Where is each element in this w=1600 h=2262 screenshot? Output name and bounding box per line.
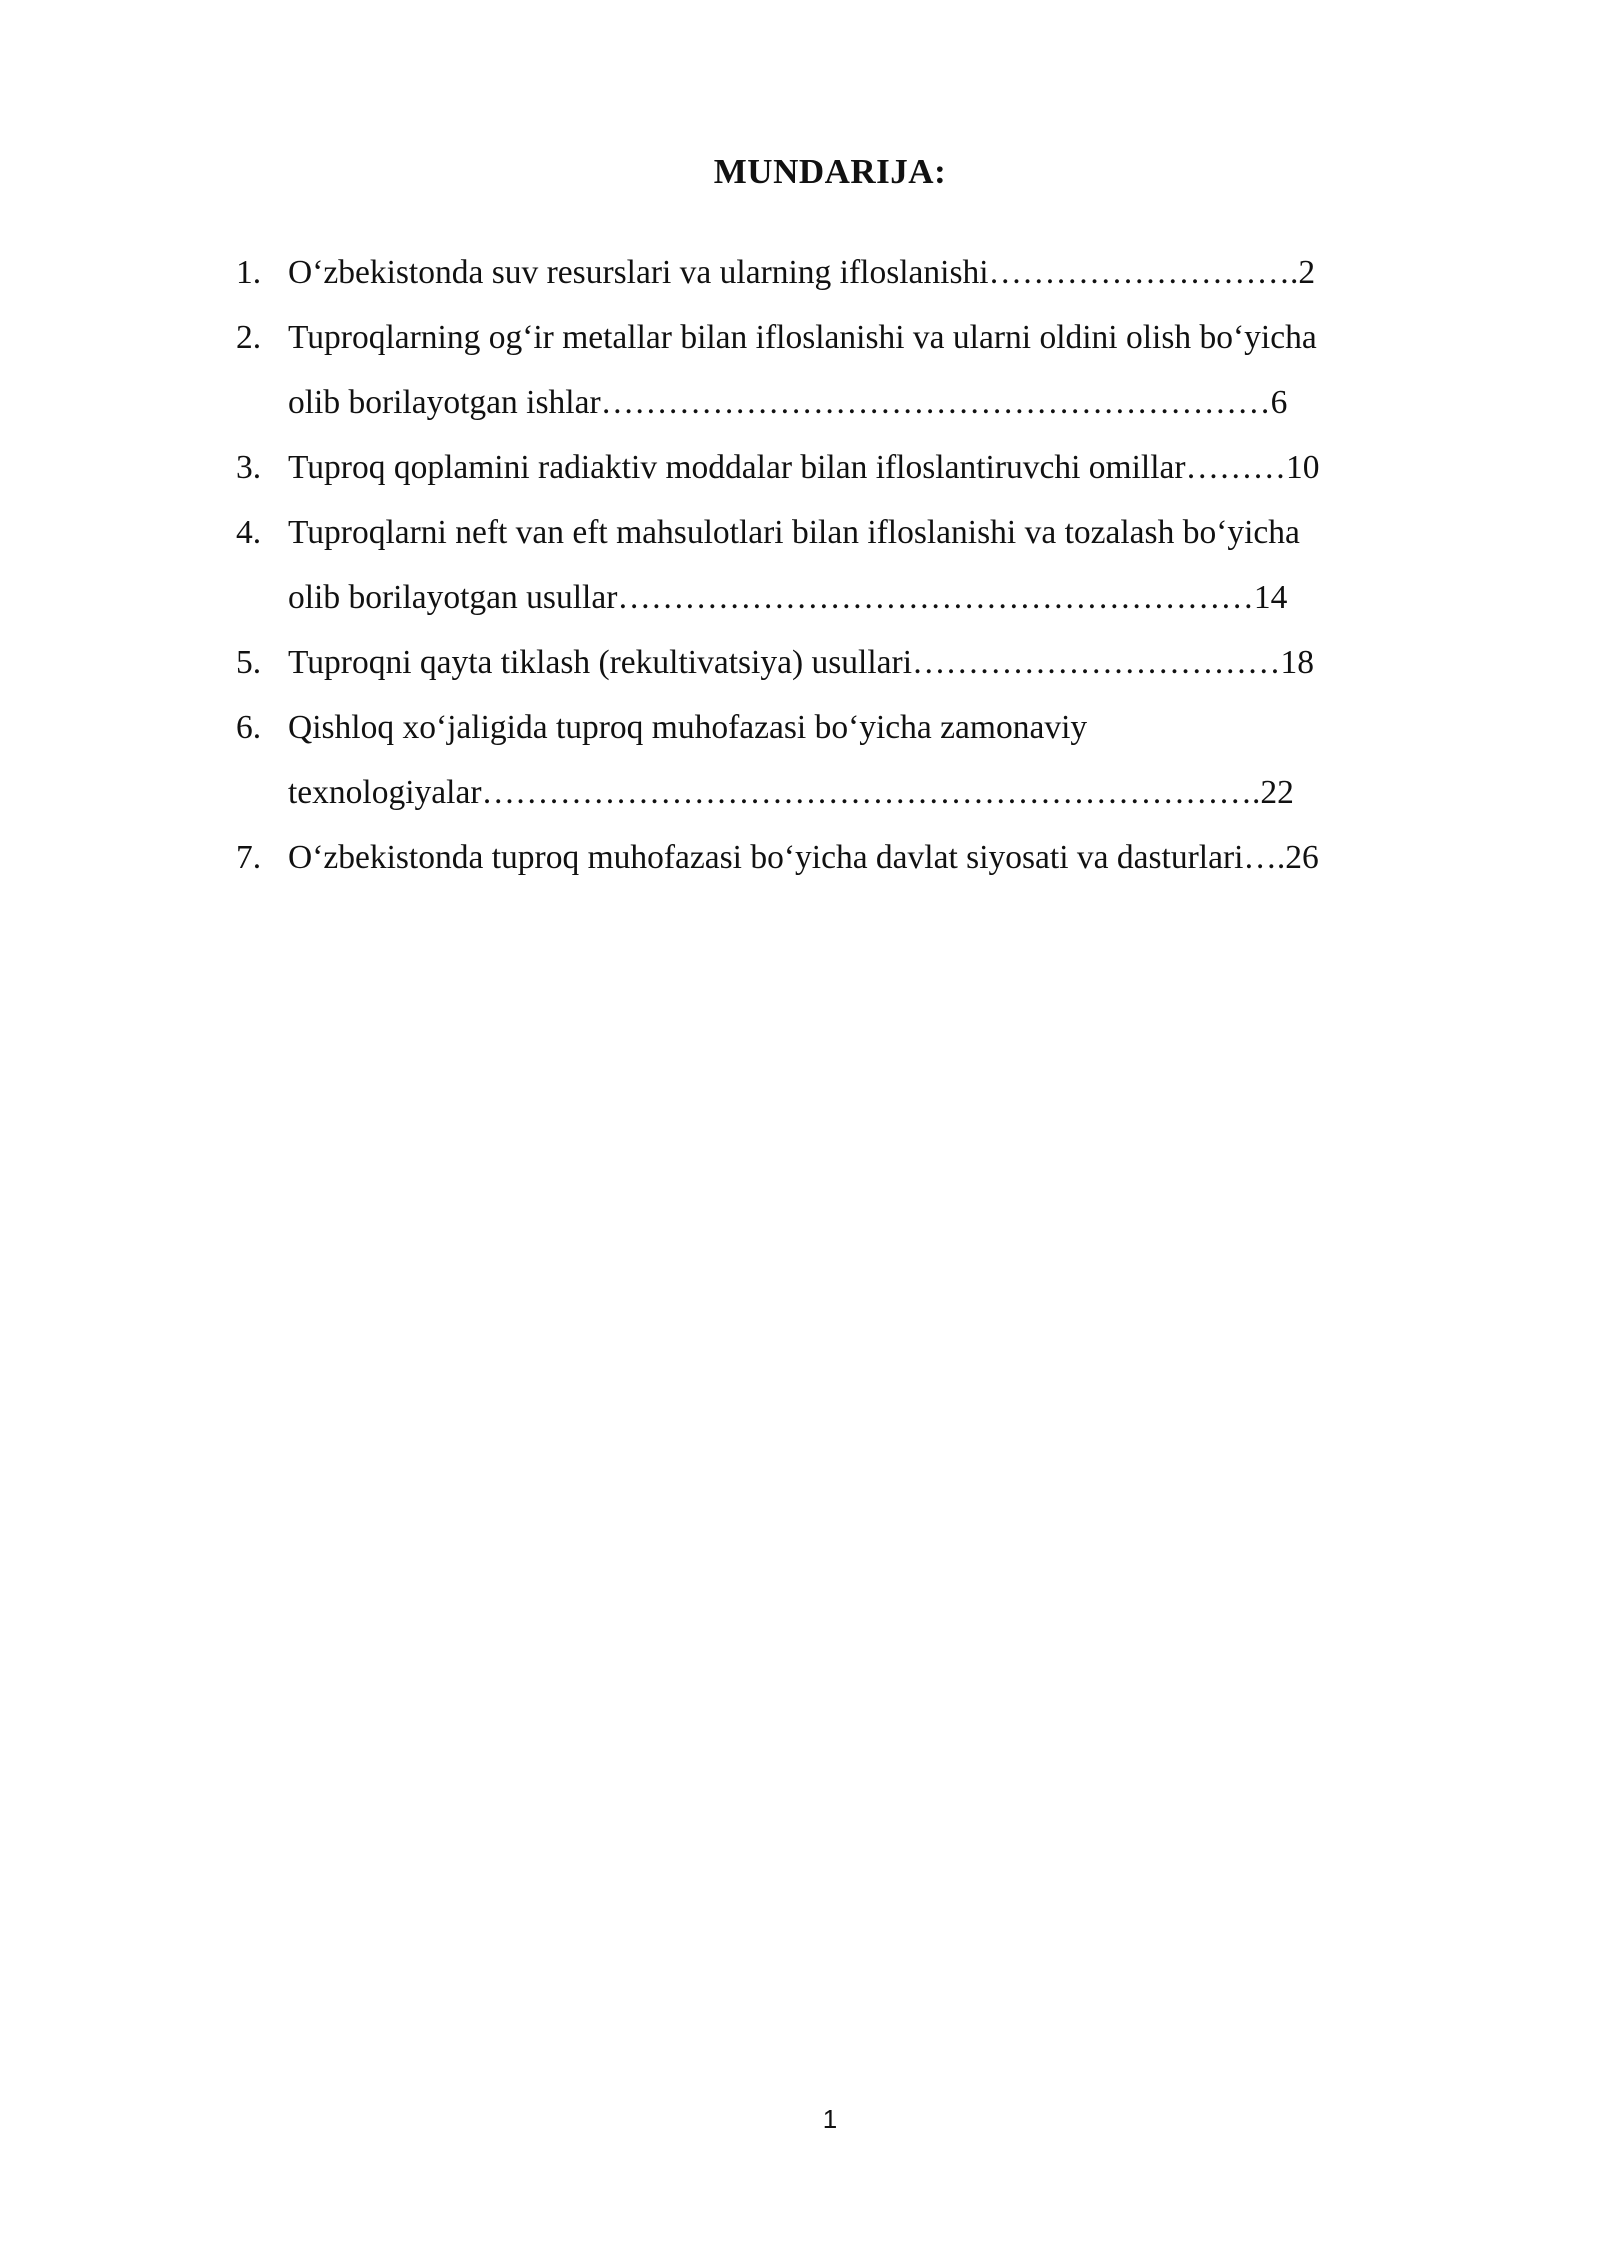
toc-item-text: O‘zbekistonda tuproq muhofazasi bo‘yicha davlat siyosati va dasturlari….26 — [288, 839, 1319, 876]
toc-title: MUNDARIJA: — [713, 152, 947, 191]
toc-item-text-continuation: texnologiyalar…………………………………………………………….22 — [288, 774, 1294, 811]
toc-item-text: Tuproqlarning og‘ir metallar bilan ifloslanishi va ularni oldini olish bo‘yicha — [288, 319, 1317, 356]
toc-item-number: 4. — [236, 514, 262, 551]
toc-item-text: O‘zbekistonda suv resurslari va ularning ifloslanishi……………………….2 — [288, 254, 1316, 291]
toc-item-text-continuation: olib borilayotgan usullar…………………………………………………14 — [288, 579, 1288, 616]
table-of-contents — [236, 240, 1450, 890]
toc-item-number: 3. — [236, 449, 262, 486]
toc-item-text: Tuproqni qayta tiklash (rekultivatsiya) usullari……………………………18 — [288, 644, 1315, 681]
toc-item — [236, 435, 1450, 500]
toc-item-number: 5. — [236, 644, 262, 681]
toc-item-text: Qishloq xo‘jaligida tuproq muhofazasi bo‘yicha zamonaviy — [288, 709, 1088, 746]
toc-item — [236, 630, 1450, 695]
toc-item — [236, 305, 1450, 435]
toc-item-number: 7. — [236, 839, 262, 876]
page-number: 1 — [822, 2104, 838, 2134]
toc-item-number: 6. — [236, 709, 262, 746]
toc-item-number: 2. — [236, 319, 262, 356]
toc-item — [236, 500, 1450, 630]
toc-item-text: Tuproqlarni neft van eft mahsulotlari bilan ifloslanishi va tozalash bo‘yicha — [288, 514, 1300, 551]
toc-item — [236, 825, 1450, 890]
toc-item-text-continuation: olib borilayotgan ishlar……………………………………………………6 — [288, 384, 1288, 421]
toc-item — [236, 695, 1450, 825]
toc-item-text: Tuproq qoplamini radiaktiv moddalar bilan ifloslantiruvchi omillar………10 — [288, 449, 1320, 486]
toc-item — [236, 240, 1450, 305]
toc-item-number: 1. — [236, 254, 262, 291]
